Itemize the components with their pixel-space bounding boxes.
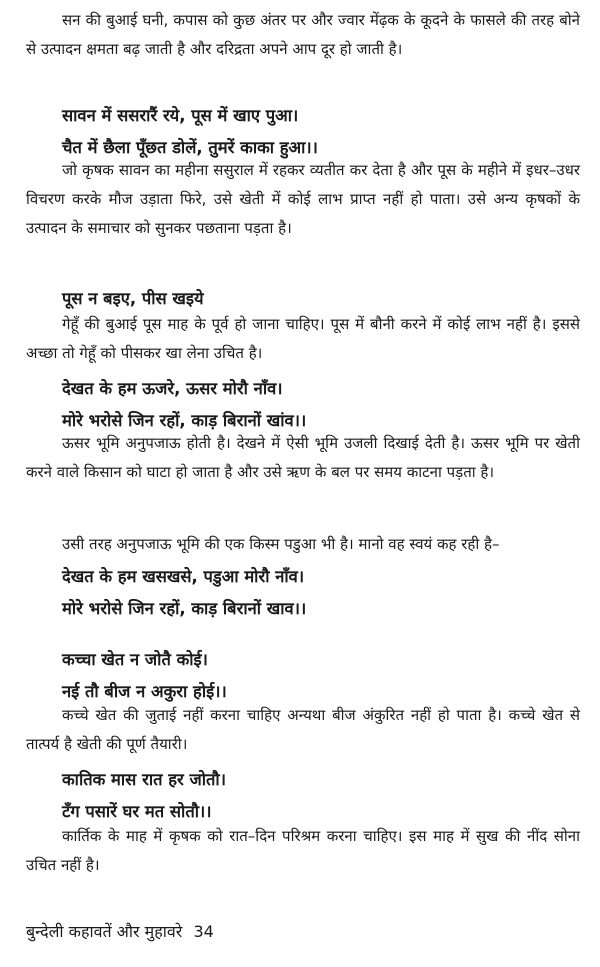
proverb-line: मोरे भरोसे जिन रहों, काड़ बिरानों खाव।।: [62, 599, 307, 618]
proverb-line: सावन में ससरारैं रये, पूस में खाए पुआ।: [62, 106, 299, 125]
paragraph-kachcha-meaning: कच्चे खेत की जुताई नहीं करना चाहिए अन्यथा बीज अंकुरित नहीं हो पाता है। कच्चे खेत से तात्पर्य है खेती की पूर्ण तैयारी।: [26, 706, 580, 753]
paragraph-poos-meaning: गेहूँ की बुआई पूस माह के पूर्व हो जाना चाहिए। पूस में बौनी करने में कोई लाभ नहीं है। इससे अच्छा तो गेहूँ को पीसकर खा लेना उचित है।: [26, 315, 580, 362]
page-footer: [26, 920, 214, 944]
proverb-usar: [62, 373, 582, 437]
paragraph-kaatik-meaning: कार्तिक के माह में कृषक को रात–दिन परिश्रम करना चाहिए। इस माह में सुख की नींद सोना उचित नहीं है।: [26, 827, 580, 874]
paragraph-sowing-spacing: सन की बुआई घनी, कपास को कुछ अंतर पर और ज्वार मेंढ़क के कूदने के फासले की तरह बोने से उत्पादन क्षमता बढ़ जाती है और दरिद्रता अपने आप दूर हो जाती है।: [26, 11, 580, 58]
proverb-line: देखत के हम खसखसे, पडुआ मोरौ नाँव।: [62, 567, 305, 586]
proverb-saavan: [62, 100, 582, 164]
proverb-line: कातिक मास रात हर जोतौ।: [62, 770, 226, 789]
paragraph-paduaa-intro: उसी तरह अनुपजाऊ भूमि की एक किस्म पडुआ भी है। मानो वह स्वयं कह रही है–: [62, 535, 500, 553]
proverb-line: कच्चा खेत न जोतै कोई।: [62, 650, 208, 669]
paragraph-usar-meaning: ऊसर भूमि अनुपजाऊ होती है। देखने में ऐसी भूमि उजली दिखाई देती है। ऊसर भूमि पर खेती करने वाले किसान को घाटा हो जाता है और उसे ऋण के बल पर समय काटना पड़ता है।: [26, 434, 580, 481]
book-title: बुन्देली कहावतें और मुहावरे: [26, 922, 183, 941]
proverb-line: नई तौ बीज न अकुरा होई।।: [62, 682, 227, 701]
proverb-paduaa: [62, 561, 582, 625]
proverb-line: मोरे भरोसे जिन रहों, काड़ बिरानों खांव।।: [62, 411, 307, 430]
proverb-kaatik: [62, 764, 582, 828]
proverb-line: पूस न बइए, पीस खइये: [62, 289, 204, 308]
paragraph-saavan-meaning: जो कृषक सावन का महीना ससुराल में रहकर व्यतीत कर देता है और पूस के महीने में इधर–उधर विचरण करके मौज उड़ाता फिरे, उसे खेती में कोई लाभ प्राप्त नहीं हो पाता। उसे अन्य कृषकों के उत्पादन के समाचार को सुनकर पछताना पड़ता है।: [26, 161, 580, 237]
proverb-line: देखत के हम ऊजरे, ऊसर मोरौ नाँव।: [62, 379, 283, 398]
proverb-line: टँग पसारें घर मत सोतौ।।: [62, 802, 212, 821]
page-number: 34: [193, 922, 214, 941]
proverb-line: चैत में छैला पूँछत डोलें, तुमरें काका हुआ।।: [62, 138, 318, 157]
proverb-kachcha-khet: [62, 644, 582, 708]
